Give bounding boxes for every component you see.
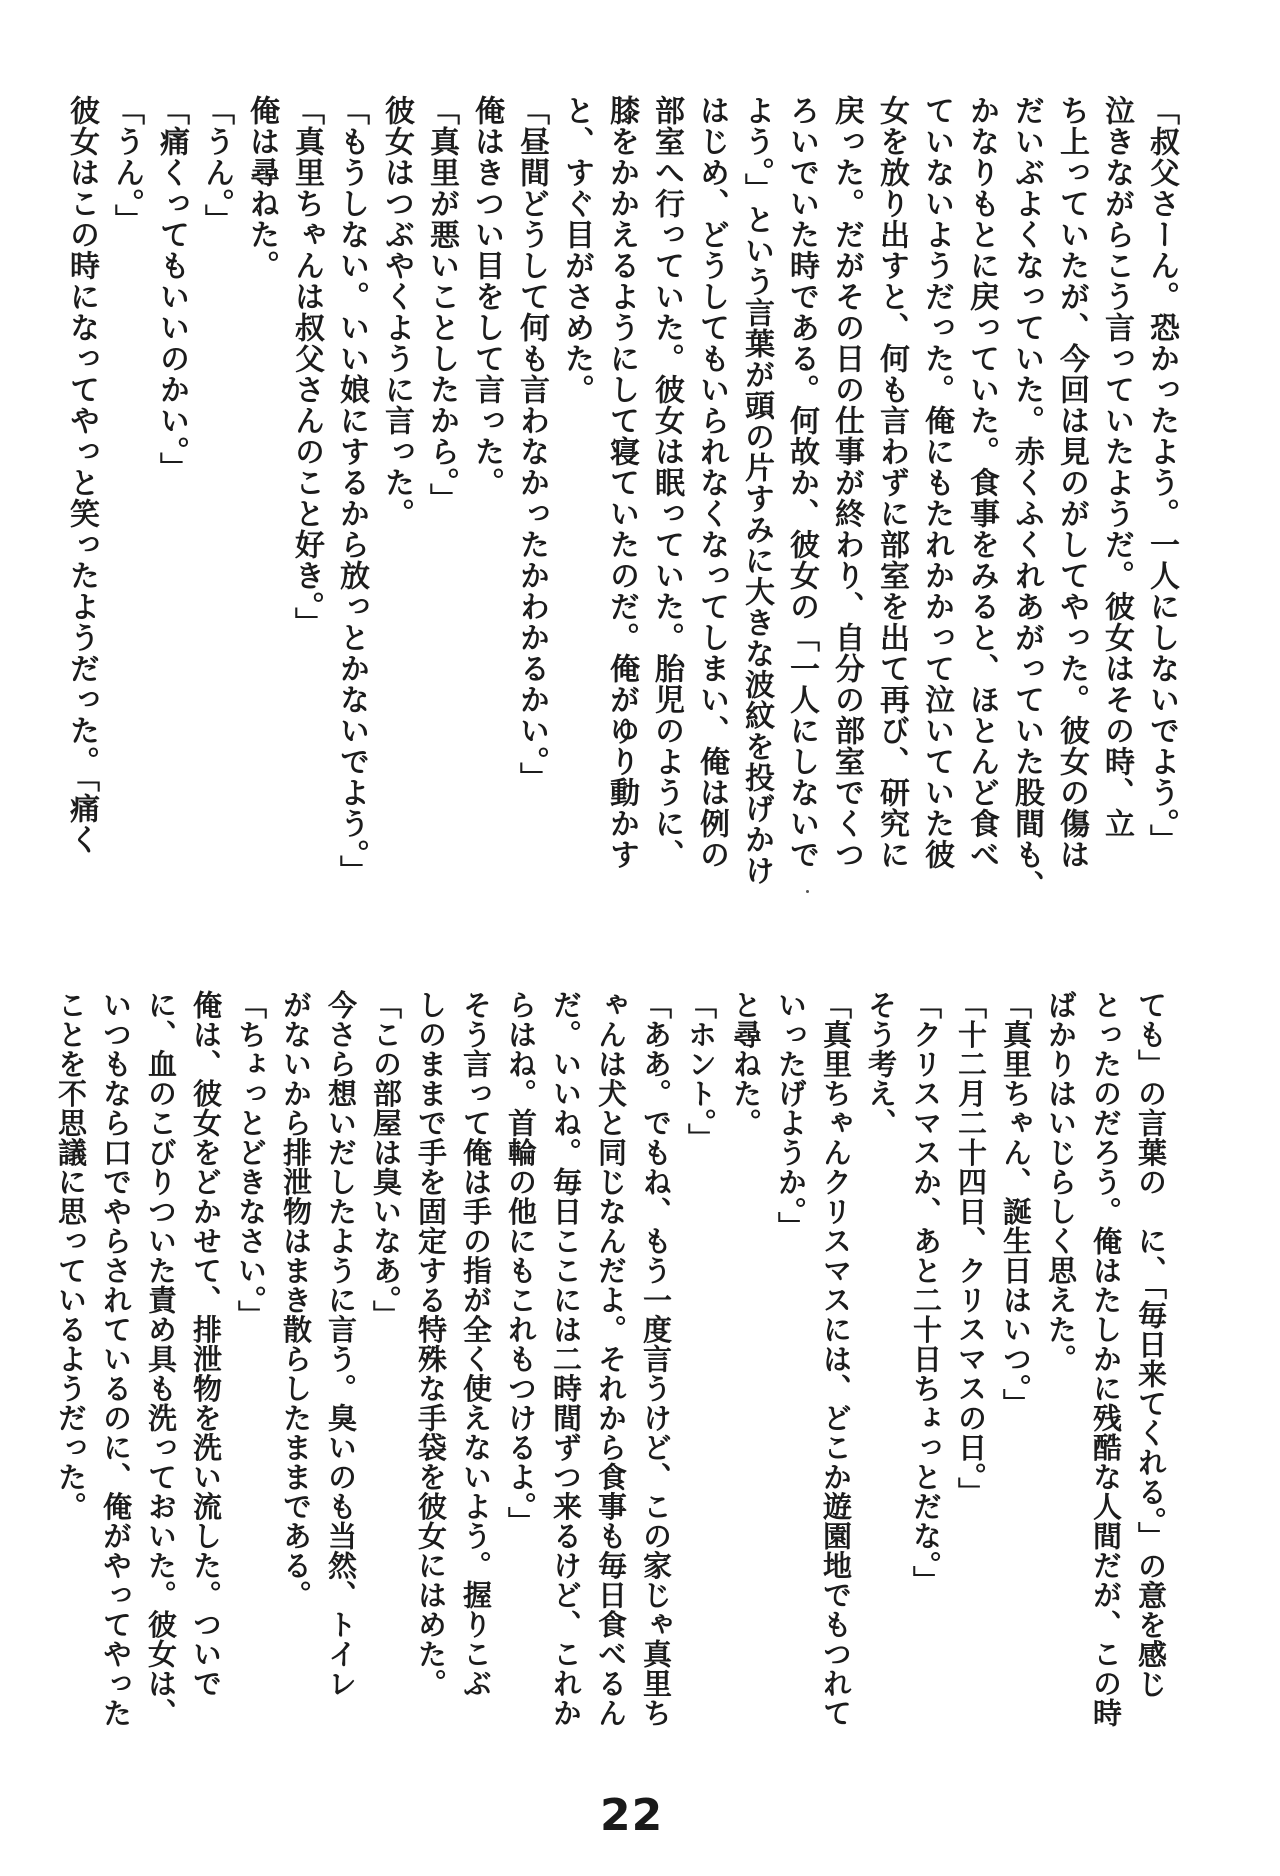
text-column: とったのだろう。俺はたしかに残酷な人間だが、この時: [1089, 990, 1123, 1728]
text-column: 「十二月二十四日、クリスマスの日。」: [954, 990, 988, 1507]
page-number: 22: [600, 1790, 664, 1841]
text-column: ていないようだった。俺にもたれかかって泣いていた彼: [919, 95, 954, 870]
text-column: 女を放り出すと、何も言わずに部室を出て再び、研究に: [874, 95, 909, 870]
text-column: だ。いいね。毎日ここには二時間ずつ来るけど、これか: [549, 990, 583, 1728]
text-column: ても」の言葉の に、「毎日来てくれる。」の意を感じ: [1134, 990, 1168, 1699]
text-column: 泣きながらこう言っていたようだ。彼女はその時、立: [1099, 95, 1134, 839]
text-column: 「痛くってもいいのかい。」: [154, 95, 189, 483]
text-column: 「ああ。でもね、もう一度言うけど、この家じゃ真里ち: [639, 990, 673, 1728]
text-column: らはね。首輪の他にもこれもつけるよ。」: [504, 990, 538, 1536]
text-column: しのままで手を固定する特殊な手袋を彼女にはめた。: [414, 990, 448, 1698]
text-column: に、血のこびりついた責め具も洗っておいた。彼女は、: [144, 990, 178, 1728]
text-column: 膝をかかえるようにして寝ていたのだ。俺がゆり動かす: [604, 95, 639, 870]
text-column: 「うん。」: [199, 95, 234, 235]
text-column: 「真里が悪いことしたから。」: [424, 95, 459, 514]
text-column: 俺は尋ねた。: [244, 95, 279, 281]
text-column: 「クリスマスか、あと二十日ちょっとだな。」: [909, 990, 943, 1595]
text-column: 部室へ行っていた。彼女は眠っていた。胎児のように、: [649, 95, 684, 870]
text-column: ゃんは犬と同じなんだよ。それから食事も毎日食べるん: [594, 990, 628, 1728]
text-column: 俺はきつい目をして言った。: [469, 95, 504, 498]
text-column: 「叔父さーん。恐かったよう。一人にしないでよう。」: [1144, 95, 1179, 855]
text-column: 「この部屋は臭いなあ。」: [369, 990, 403, 1330]
text-column: 「うん。」: [109, 95, 144, 235]
text-column: いつもなら口でやらされているのに、俺がやってやった: [99, 990, 133, 1728]
text-column: がないから排泄物はまき散らしたままである。: [279, 990, 313, 1610]
text-column: 「真里ちゃんは叔父さんのこと好き。」: [289, 95, 324, 638]
text-column: だいぶよくなっていた。赤くふくれあがっていた股間も、: [1009, 95, 1044, 901]
text-column: そう言って俺は手の指が全く使えないよう。握りこぶ: [459, 990, 493, 1698]
text-column: 「もうしない。いい娘にするから放っとかないでよう。」: [334, 95, 369, 886]
text-column: と、すぐ目がさめた。: [559, 95, 594, 405]
text-column: 彼女はつぶやくように言った。: [379, 95, 414, 529]
upper-text-block: [30, 95, 1180, 901]
text-column: 戻った。だがその日の仕事が終わり、自分の部室でくつ: [829, 95, 864, 870]
text-column: 「ホント。」: [684, 990, 718, 1153]
text-column: ろいでいた時である。何故か、彼女の「一人にしないで: [784, 95, 819, 870]
text-column: 俺は、彼女をどかせて、排泄物を洗い流した。ついで: [189, 990, 223, 1698]
text-column: 「昼間どうして何も言わなかったかわかるかい。」: [514, 95, 549, 793]
text-column: 「真里ちゃん、誕生日はいつ。」: [999, 990, 1033, 1418]
text-column: 彼女はこの時になってやっと笑ったようだった。「痛く: [64, 95, 99, 855]
lower-text-block: [50, 990, 1170, 1728]
text-column: はじめ、どうしてもいられなくなってしまい、俺は例の: [694, 95, 729, 870]
text-column: ことを不思議に思っているようだった。: [54, 990, 88, 1521]
text-column: と尋ねた。: [729, 990, 763, 1138]
text-column: 「ちょっとどきなさい。」: [234, 990, 268, 1330]
text-column: そう考え、: [864, 990, 898, 1138]
text-column: ばかりはいじらしく思えた。: [1044, 990, 1078, 1374]
text-column: よう。」という言葉が頭の片すみに大きな波紋を投げかけ: [739, 95, 774, 886]
text-column: かなりもとに戻っていた。食事をみると、ほとんど食べ: [964, 95, 999, 870]
text-column: 「真里ちゃんクリスマスには、どこか遊園地でもつれて: [819, 990, 853, 1728]
scan-speck: [806, 890, 809, 893]
text-column: 今さら想いだしたように言う。臭いのも当然、トイレ: [324, 990, 358, 1698]
text-column: ち上っていたが、今回は見のがしてやった。彼女の傷は: [1054, 95, 1089, 870]
text-column: いったげようか。」: [774, 990, 808, 1241]
